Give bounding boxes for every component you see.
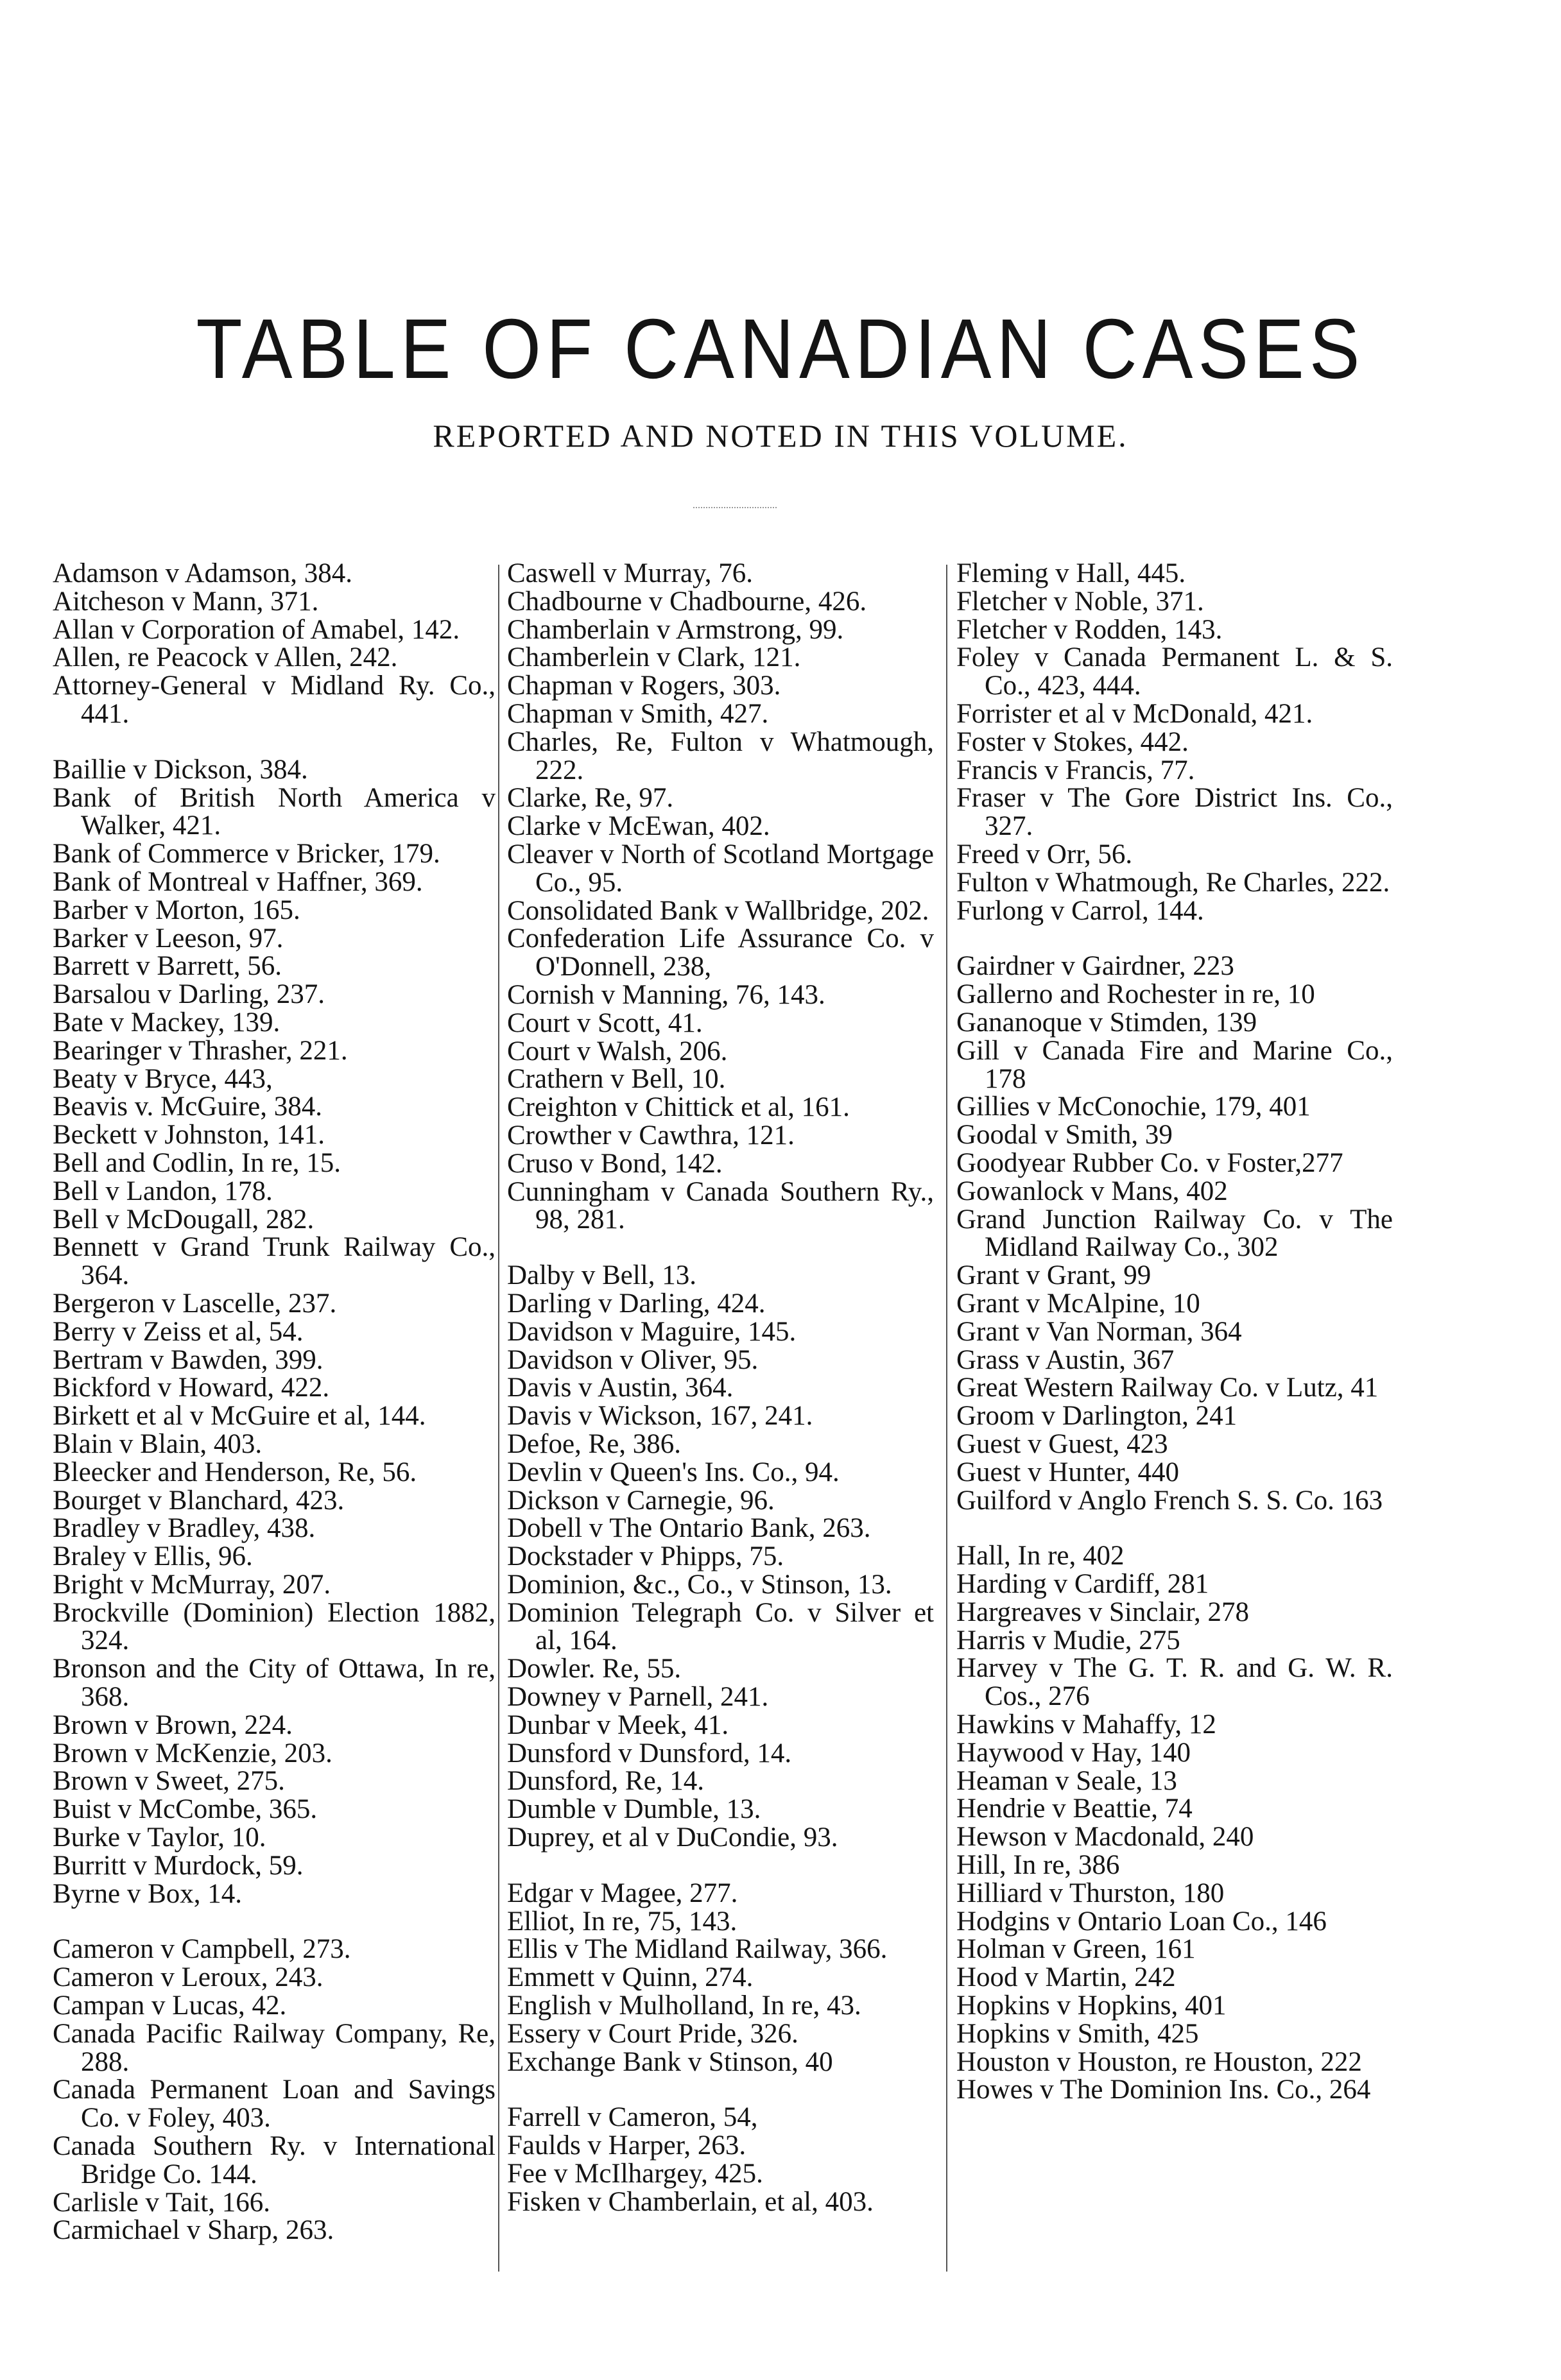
case-entry: Attorney-General v Midland Ry. Co., 441. [53, 671, 496, 729]
case-entry: Bearinger v Thrasher, 221. [53, 1035, 348, 1066]
case-entry: Goodal v Smith, 39 [956, 1120, 1173, 1151]
case-entry: Brockville (Dominion) Election 1882, 324. [53, 1597, 496, 1656]
case-entry: Cunningham v Canada Southern Ry., 98, 281. [507, 1176, 934, 1235]
case-entry: Fee v McIlhargey, 425. [507, 2159, 763, 2189]
case-entry: Barsalou v Darling, 237. [53, 979, 325, 1010]
case-entry: Fletcher v Rodden, 143. [956, 614, 1223, 645]
case-entry: Braley v Ellis, 96. [53, 1541, 253, 1572]
case-entry: Exchange Bank v Stinson, 40 [507, 2046, 833, 2077]
case-entry: Devlin v Queen's Ins. Co., 94. [507, 1457, 840, 1487]
case-entry: Confederation Life Assurance Co. v O'Donnell, 238, [507, 923, 934, 982]
case-entry: Gillies v McConochie, 179, 401 [956, 1092, 1311, 1122]
case-entry: Hargreaves v Sinclair, 278 [956, 1597, 1250, 1627]
case-entry: Faulds v Harper, 263. [507, 2130, 746, 2161]
case-entry: Dockstader v Phipps, 75. [507, 1541, 784, 1572]
case-entry: Campan v Lucas, 42. [53, 1990, 287, 2021]
case-column-3 [956, 560, 1393, 2104]
case-entry: Cameron v Leroux, 243. [53, 1962, 323, 1993]
case-entry: Grant v McAlpine, 10 [956, 1288, 1200, 1319]
case-entry: Gallerno and Rochester in re, 10 [956, 979, 1315, 1010]
case-entry: Essery v Court Pride, 326. [507, 2018, 798, 2049]
case-entry: Haywood v Hay, 140 [956, 1737, 1191, 1768]
case-entry: Ellis v The Midland Railway, 366. [507, 1934, 888, 1965]
section-gap [956, 925, 1393, 952]
case-entry: Freed v Orr, 56. [956, 839, 1133, 869]
case-entry: Bickford v Howard, 422. [53, 1373, 330, 1403]
case-entry: Hood v Martin, 242 [956, 1962, 1176, 1993]
case-entry: Hopkins v Smith, 425 [956, 2018, 1199, 2049]
case-entry: Edgar v Magee, 277. [507, 1878, 738, 1908]
case-entry: Bleecker and Henderson, Re, 56. [53, 1457, 417, 1487]
case-entry: Foley v Canada Permanent L. & S. Co., 423, 444. [956, 642, 1393, 701]
case-entry: Aitcheson v Mann, 371. [53, 586, 319, 617]
case-entry: Chamberlein v Clark, 121. [507, 642, 801, 673]
section-gap [956, 1514, 1393, 1542]
case-entry: Beaty v Bryce, 443, [53, 1063, 273, 1094]
case-entry: Canada Permanent Loan and Savings Co. v Foley, 403. [53, 2075, 496, 2134]
case-entry: Cornish v Manning, 76, 143. [507, 979, 825, 1010]
case-entry: Dunsford, Re, 14. [507, 1766, 704, 1797]
case-entry: Dickson v Carnegie, 96. [507, 1485, 775, 1516]
case-entry: Cruso v Bond, 142. [507, 1148, 723, 1179]
case-entry: Gananoque v Stimden, 139 [956, 1007, 1257, 1038]
case-entry: Bergeron v Lascelle, 237. [53, 1288, 337, 1319]
case-entry: Creighton v Chittick et al, 161. [507, 1092, 850, 1123]
case-entry: Allan v Corporation of Amabel, 142. [53, 614, 460, 645]
case-entry: Chamberlain v Armstrong, 99. [507, 614, 844, 645]
case-entry: Davidson v Oliver, 95. [507, 1344, 759, 1375]
case-entry: Bronson and the City of Ottawa, In re, 368. [53, 1654, 496, 1713]
section-gap [507, 2076, 934, 2103]
case-entry: Carmichael v Sharp, 263. [53, 2215, 334, 2246]
case-entry: Bell v McDougall, 282. [53, 1204, 315, 1235]
case-entry: Berry v Zeiss et al, 54. [53, 1316, 304, 1347]
case-entry: Duprey, et al v DuCondie, 93. [507, 1822, 838, 1853]
case-column-1 [53, 560, 496, 2245]
case-entry: English v Mulholland, In re, 43. [507, 1990, 861, 2021]
case-entry: Clarke, Re, 97. [507, 783, 674, 814]
case-entry: Birkett et al v McGuire et al, 144. [53, 1401, 426, 1432]
case-entry: Hewson v Macdonald, 240 [956, 1822, 1254, 1853]
case-entry: Davis v Wickson, 167, 241. [507, 1401, 813, 1432]
case-column-2 [507, 560, 934, 2216]
case-entry: Harvey v The G. T. R. and G. W. R. Cos., 276 [956, 1653, 1393, 1712]
column-divider [498, 565, 499, 2272]
case-entry: Gairdner v Gairdner, 223 [956, 951, 1234, 982]
case-entry: Allen, re Peacock v Allen, 242. [53, 642, 398, 673]
case-entry: Crathern v Bell, 10. [507, 1064, 726, 1095]
case-entry: Bank of British North America v Walker, 421. [53, 782, 496, 841]
case-entry: Dunsford v Dunsford, 14. [507, 1738, 792, 1768]
case-entry: Guest v Hunter, 440 [956, 1457, 1180, 1487]
case-entry: Burke v Taylor, 10. [53, 1822, 266, 1853]
case-entry: Guilford v Anglo French S. S. Co. 163 [956, 1485, 1383, 1516]
section-gap [507, 1852, 934, 1879]
case-entry: Fraser v The Gore District Ins. Co., 327. [956, 783, 1393, 842]
case-entry: Howes v The Dominion Ins. Co., 264 [956, 2075, 1371, 2105]
case-entry: Grant v Van Norman, 364 [956, 1316, 1242, 1347]
case-entry: Bourget v Blanchard, 423. [53, 1485, 345, 1516]
case-entry: Farrell v Cameron, 54, [507, 2102, 758, 2133]
case-entry: Chapman v Smith, 427. [507, 698, 769, 729]
column-divider [946, 565, 947, 2272]
case-entry: Forrister et al v McDonald, 421. [956, 698, 1313, 729]
case-entry: Dominion, &c., Co., v Stinson, 13. [507, 1569, 892, 1600]
case-entry: Bertram v Bawden, 399. [53, 1344, 323, 1375]
case-entry: Furlong v Carrol, 144. [956, 895, 1204, 926]
case-entry: Great Western Railway Co. v Lutz, 41 [956, 1373, 1379, 1403]
case-entry: Elliot, In re, 75, 143. [507, 1906, 737, 1937]
case-entry: Dominion Telegraph Co. v Silver et al, 164. [507, 1597, 934, 1656]
case-entry: Beavis v. McGuire, 384. [53, 1092, 322, 1122]
page-subtitle: REPORTED AND NOTED IN THIS VOLUME. [433, 418, 1128, 454]
case-entry: Bright v McMurray, 207. [53, 1569, 331, 1600]
case-entry: Hodgins v Ontario Loan Co., 146 [956, 1906, 1327, 1937]
case-entry: Defoe, Re, 386. [507, 1428, 682, 1459]
case-entry: Bank of Commerce v Bricker, 179. [53, 839, 440, 869]
case-entry: Heaman v Seale, 13 [956, 1765, 1177, 1796]
case-entry: Bate v Mackey, 139. [53, 1007, 280, 1038]
case-entry: Grass v Austin, 367 [956, 1344, 1175, 1375]
case-entry: Brown v Brown, 224. [53, 1709, 293, 1740]
section-gap [53, 1908, 496, 1935]
case-entry: Goodyear Rubber Co. v Foster,277 [956, 1147, 1343, 1178]
case-entry: Grand Junction Railway Co. v The Midland Railway Co., 302 [956, 1204, 1393, 1263]
section-gap [507, 1234, 934, 1262]
case-entry: Davis v Austin, 364. [507, 1373, 734, 1403]
page-title: TABLE OF CANADIAN CASES [196, 302, 1365, 397]
case-entry: Hawkins v Mahaffy, 12 [956, 1709, 1216, 1740]
case-entry: Consolidated Bank v Wallbridge, 202. [507, 895, 929, 926]
case-entry: Chadbourne v Chadbourne, 426. [507, 586, 867, 617]
case-entry: Harris v Mudie, 275 [956, 1625, 1180, 1656]
case-entry: Buist v McCombe, 365. [53, 1794, 318, 1825]
case-entry: Dumble v Dumble, 13. [507, 1794, 761, 1825]
case-entry: Foster v Stokes, 442. [956, 726, 1189, 757]
case-entry: Dobell v The Ontario Bank, 263. [507, 1513, 871, 1544]
case-entry: Bradley v Bradley, 438. [53, 1513, 316, 1544]
case-entry: Cleaver v North of Scotland Mortgage Co., 95. [507, 839, 934, 898]
case-entry: Crowther v Cawthra, 121. [507, 1120, 795, 1151]
case-entry: Charles, Re, Fulton v Whatmough, 222. [507, 726, 934, 785]
case-entry: Chapman v Rogers, 303. [507, 671, 781, 701]
case-entry: Davidson v Maguire, 145. [507, 1316, 797, 1347]
case-entry: Darling v Darling, 424. [507, 1288, 766, 1319]
case-entry: Beckett v Johnston, 141. [53, 1120, 325, 1151]
case-entry: Harding v Cardiff, 281 [956, 1569, 1209, 1600]
case-entry: Fulton v Whatmough, Re Charles, 222. [956, 867, 1390, 898]
case-entry: Clarke v McEwan, 402. [507, 811, 770, 842]
title-ornament [693, 507, 777, 508]
case-entry: Gowanlock v Mans, 402 [956, 1176, 1228, 1206]
case-entry: Fletcher v Noble, 371. [956, 586, 1204, 617]
case-entry: Bell and Codlin, In re, 15. [53, 1147, 341, 1178]
case-entry: Fisken v Chamberlain, et al, 403. [507, 2186, 874, 2217]
case-entry: Hendrie v Beattie, 74 [956, 1794, 1193, 1824]
case-entry: Dunbar v Meek, 41. [507, 1709, 729, 1740]
case-entry: Emmett v Quinn, 274. [507, 1962, 754, 1993]
case-entry: Fleming v Hall, 445. [956, 558, 1186, 588]
case-entry: Bennett v Grand Trunk Railway Co., 364. [53, 1232, 496, 1291]
case-entry: Hall, In re, 402 [956, 1541, 1125, 1571]
case-entry: Court v Scott, 41. [507, 1007, 703, 1038]
case-entry: Cameron v Campbell, 273. [53, 1934, 351, 1965]
case-entry: Hilliard v Thurston, 180 [956, 1878, 1225, 1908]
case-entry: Canada Pacific Railway Company, Re, 288. [53, 2018, 496, 2077]
case-entry: Hill, In re, 386 [956, 1850, 1120, 1881]
case-entry: Blain v Blain, 403. [53, 1428, 263, 1459]
case-entry: Canada Southern Ry. v International Bridge Co. 144. [53, 2131, 496, 2189]
case-entry: Bank of Montreal v Haffner, 369. [53, 866, 423, 897]
case-entry: Bell v Landon, 178. [53, 1176, 273, 1206]
case-entry: Grant v Grant, 99 [956, 1260, 1151, 1291]
case-entry: Barrett v Barrett, 56. [53, 951, 282, 982]
case-entry: Gill v Canada Fire and Marine Co., 178 [956, 1035, 1393, 1094]
case-entry: Hopkins v Hopkins, 401 [956, 1990, 1227, 2021]
case-entry: Guest v Guest, 423 [956, 1428, 1168, 1459]
case-entry: Barber v Morton, 165. [53, 895, 300, 925]
case-entry: Burritt v Murdock, 59. [53, 1850, 304, 1881]
case-entry: Francis v Francis, 77. [956, 755, 1195, 785]
case-entry: Dowler. Re, 55. [507, 1654, 682, 1684]
case-entry: Houston v Houston, re Houston, 222 [956, 2046, 1362, 2077]
case-entry: Baillie v Dickson, 384. [53, 754, 308, 785]
case-entry: Adamson v Adamson, 384. [53, 558, 353, 588]
case-entry: Byrne v Box, 14. [53, 1878, 243, 1909]
case-entry: Downey v Parnell, 241. [507, 1682, 769, 1713]
section-gap [53, 728, 496, 756]
case-entry: Carlisle v Tait, 166. [53, 2187, 270, 2218]
case-entry: Groom v Darlington, 241 [956, 1401, 1238, 1432]
case-entry: Brown v Sweet, 275. [53, 1766, 285, 1797]
case-entry: Caswell v Murray, 76. [507, 558, 753, 588]
case-entry: Brown v McKenzie, 203. [53, 1738, 332, 1768]
case-entry: Barker v Leeson, 97. [53, 923, 284, 954]
case-entry: Court v Walsh, 206. [507, 1036, 728, 1066]
case-entry: Holman v Green, 161 [956, 1934, 1196, 1965]
case-entry: Dalby v Bell, 13. [507, 1260, 696, 1291]
